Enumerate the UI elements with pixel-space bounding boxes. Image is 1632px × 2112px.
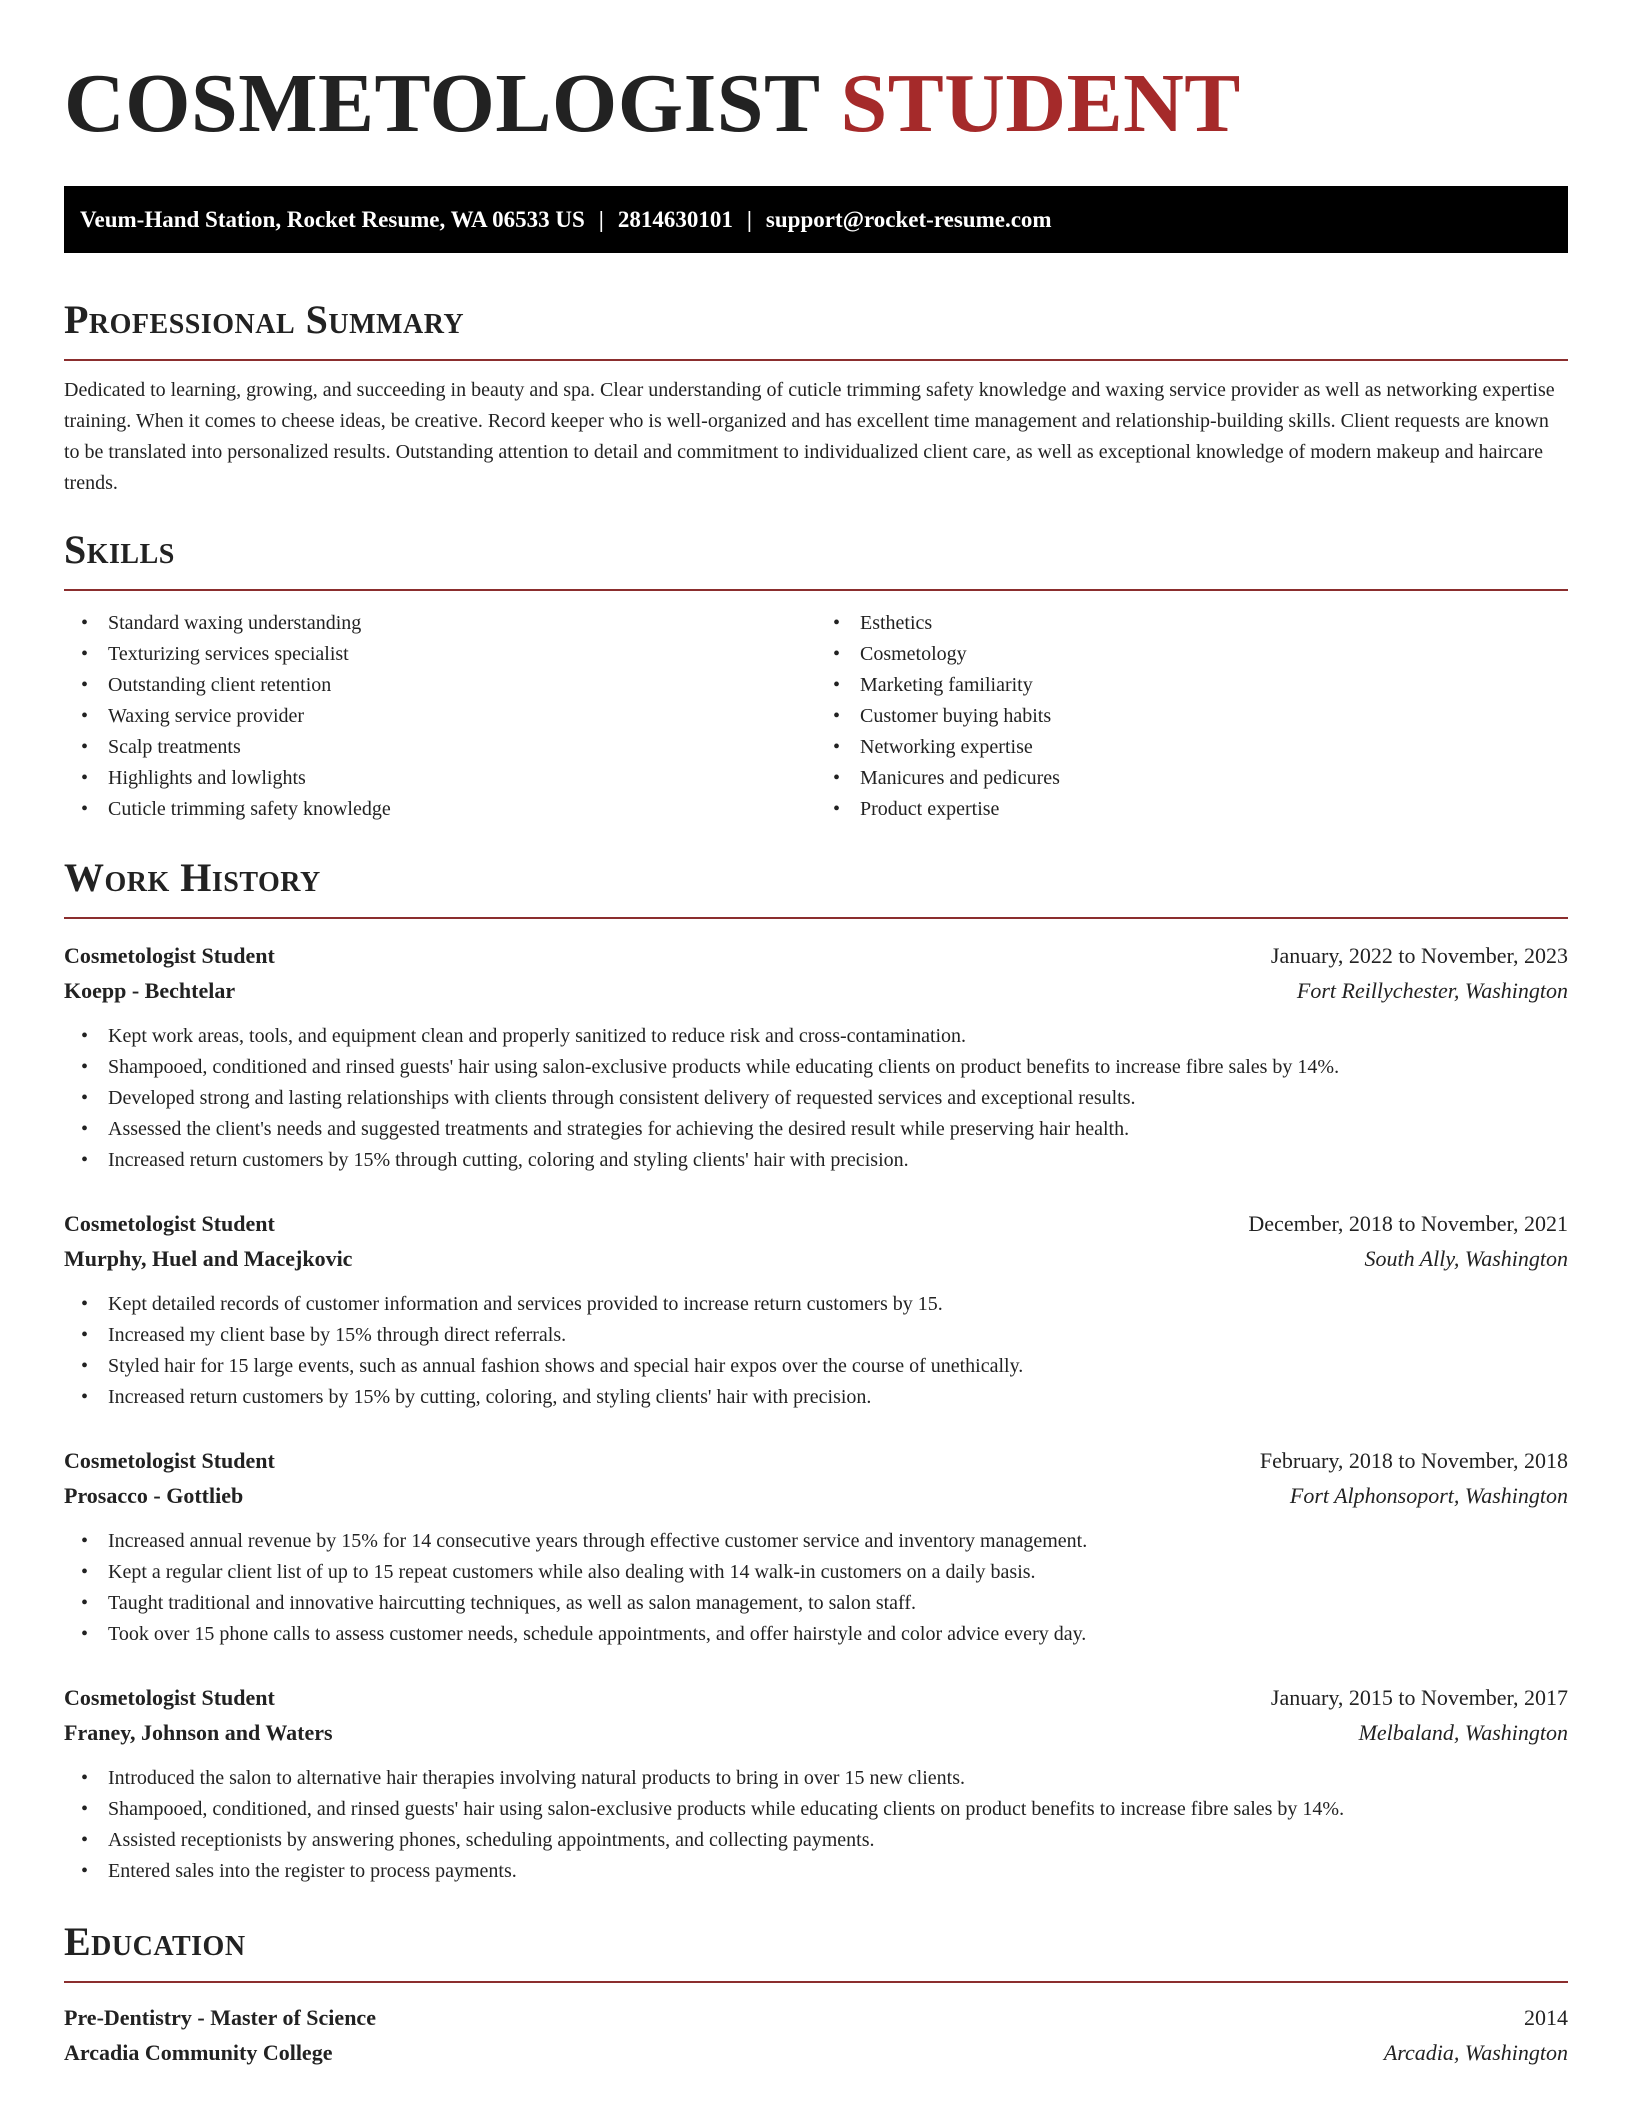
job-location: Melbaland, Washington xyxy=(1358,1720,1568,1745)
summary-text: Dedicated to learning, growing, and succeeding in beauty and spa. Clear understanding of cuticle trimming safety knowledge and waxing service provider as well as networking expertise training. When it comes to cheese ideas, be creative. Record keeper who is well-organized and has excellent time management and relationship-building skills. Client requests are known to be translated into personalized results. Outstanding attention to detail and commitment to individualized client care, as well as exceptional knowledge of modern makeup and haircare trends. xyxy=(64,379,1555,494)
job-entry xyxy=(64,1681,1568,1887)
job-entry xyxy=(64,939,1568,1176)
work-history-heading: Work History xyxy=(64,855,321,900)
job-company: Murphy, Huel and Macejkovic xyxy=(64,1246,353,1271)
skill-item: • Standard waxing understanding xyxy=(64,608,816,639)
skill-item: • Networking expertise xyxy=(816,732,1568,763)
job-bullets xyxy=(64,1289,1568,1413)
job-bullet: • Entered sales into the register to process payments. xyxy=(64,1856,1568,1887)
education-school: Arcadia Community College xyxy=(64,2040,333,2065)
skill-item: • Product expertise xyxy=(816,794,1568,825)
job-company-row xyxy=(64,1715,1568,1751)
job-header-row xyxy=(64,1681,1568,1715)
job-bullet: • Introduced the salon to alternative hair therapies involving natural products to bring in over 15 new clients. xyxy=(64,1763,1568,1794)
education-degree-row xyxy=(64,2001,1568,2035)
job-bullet: • Kept work areas, tools, and equipment clean and properly sanitized to reduce risk and cross-contamination. xyxy=(64,1021,1568,1052)
skill-item: • Manicures and pedicures xyxy=(816,763,1568,794)
contact-separator: | xyxy=(598,207,604,232)
job-bullet: • Increased return customers by 15% by cutting, coloring, and styling clients' hair with precision. xyxy=(64,1382,1568,1413)
job-bullets xyxy=(64,1021,1568,1176)
skill-item: • Texturizing services specialist xyxy=(64,639,816,670)
name-last: STUDENT xyxy=(840,57,1241,150)
education-school-row xyxy=(64,2035,1568,2071)
job-bullets xyxy=(64,1763,1568,1887)
job-location: South Ally, Washington xyxy=(1364,1246,1568,1271)
job-bullet: • Taught traditional and innovative haircutting techniques, as well as salon management, to salon staff. xyxy=(64,1588,1568,1619)
contact-address: Veum-Hand Station, Rocket Resume, WA 06533 US xyxy=(80,207,585,232)
contact-separator: | xyxy=(746,207,752,232)
education-heading: Education xyxy=(64,1919,246,1964)
summary-heading: Professional Summary xyxy=(64,297,465,342)
job-header-row xyxy=(64,939,1568,973)
job-bullet: • Developed strong and lasting relationships with clients through consistent delivery of requested services and exceptional results. xyxy=(64,1083,1568,1114)
job-location: Fort Reillychester, Washington xyxy=(1296,978,1568,1003)
job-bullet: • Shampooed, conditioned, and rinsed guests' hair using salon-exclusive products while educating clients on product benefits to increase fibre sales by 14%. xyxy=(64,1794,1568,1825)
job-bullet: • Kept detailed records of customer information and services provided to increase return customers by 15. xyxy=(64,1289,1568,1320)
job-dates: February, 2018 to November, 2018 xyxy=(1259,1448,1568,1473)
education-location: Arcadia, Washington xyxy=(1383,2040,1568,2065)
job-bullets xyxy=(64,1526,1568,1650)
education-entry xyxy=(64,2001,1568,2071)
skills-columns xyxy=(64,608,1568,825)
contact-phone: 2814630101 xyxy=(617,207,733,232)
name-first: COSMETOLOGIST xyxy=(64,57,819,150)
job-title: Cosmetologist Student xyxy=(64,943,275,968)
section-divider xyxy=(64,917,1568,919)
section-divider xyxy=(64,589,1568,591)
education-year: 2014 xyxy=(1524,2005,1568,2030)
job-bullet: • Increased return customers by 15% through cutting, coloring and styling clients' hair with precision. xyxy=(64,1145,1568,1176)
job-header-row xyxy=(64,1207,1568,1241)
job-company: Franey, Johnson and Waters xyxy=(64,1720,333,1745)
skills-list-left xyxy=(64,608,816,825)
job-bullet: • Assisted receptionists by answering phones, scheduling appointments, and collecting payments. xyxy=(64,1825,1568,1856)
job-location: Fort Alphonsoport, Washington xyxy=(1289,1483,1568,1508)
job-title: Cosmetologist Student xyxy=(64,1211,275,1236)
job-dates: December, 2018 to November, 2021 xyxy=(1248,1211,1568,1236)
section-divider xyxy=(64,359,1568,361)
contact-email: support@rocket-resume.com xyxy=(765,207,1052,232)
job-bullet: • Increased my client base by 15% through direct referrals. xyxy=(64,1320,1568,1351)
skill-item: • Customer buying habits xyxy=(816,701,1568,732)
job-company: Prosacco - Gottlieb xyxy=(64,1483,244,1508)
job-title: Cosmetologist Student xyxy=(64,1448,275,1473)
skill-item: • Scalp treatments xyxy=(64,732,816,763)
job-title: Cosmetologist Student xyxy=(64,1685,275,1710)
skill-item: • Marketing familiarity xyxy=(816,670,1568,701)
contact-bar xyxy=(64,186,1568,253)
job-bullet: • Assessed the client's needs and suggested treatments and strategies for achieving the desired result while preserving hair health. xyxy=(64,1114,1568,1145)
skills-list-right xyxy=(816,608,1568,825)
job-company-row xyxy=(64,1478,1568,1514)
job-company-row xyxy=(64,1241,1568,1277)
skill-item: • Esthetics xyxy=(816,608,1568,639)
job-bullet: • Increased annual revenue by 15% for 14 consecutive years through effective customer service and inventory management. xyxy=(64,1526,1568,1557)
job-entry xyxy=(64,1207,1568,1413)
job-company-row xyxy=(64,973,1568,1009)
job-header-row xyxy=(64,1444,1568,1478)
job-bullet: • Styled hair for 15 large events, such as annual fashion shows and special hair expos over the course of unethically. xyxy=(64,1351,1568,1382)
job-company: Koepp - Bechtelar xyxy=(64,978,236,1003)
job-dates: January, 2015 to November, 2017 xyxy=(1270,1685,1568,1710)
job-dates: January, 2022 to November, 2023 xyxy=(1270,943,1568,968)
job-bullet: • Took over 15 phone calls to assess customer needs, schedule appointments, and offer hairstyle and color advice every day. xyxy=(64,1619,1568,1650)
resume-name xyxy=(64,48,1568,160)
section-divider xyxy=(64,1981,1568,1983)
skill-item: • Outstanding client retention xyxy=(64,670,816,701)
skills-heading: Skills xyxy=(64,527,175,572)
skill-item: • Highlights and lowlights xyxy=(64,763,816,794)
job-bullet: • Shampooed, conditioned and rinsed guests' hair using salon-exclusive products while educating clients on product benefits to increase fibre sales by 14%. xyxy=(64,1052,1568,1083)
skill-item: • Waxing service provider xyxy=(64,701,816,732)
job-entry xyxy=(64,1444,1568,1650)
skill-item: • Cosmetology xyxy=(816,639,1568,670)
job-bullet: • Kept a regular client list of up to 15 repeat customers while also dealing with 14 walk-in customers on a daily basis. xyxy=(64,1557,1568,1588)
education-degree: Pre-Dentistry - Master of Science xyxy=(64,2005,376,2030)
skill-item: • Cuticle trimming safety knowledge xyxy=(64,794,816,825)
